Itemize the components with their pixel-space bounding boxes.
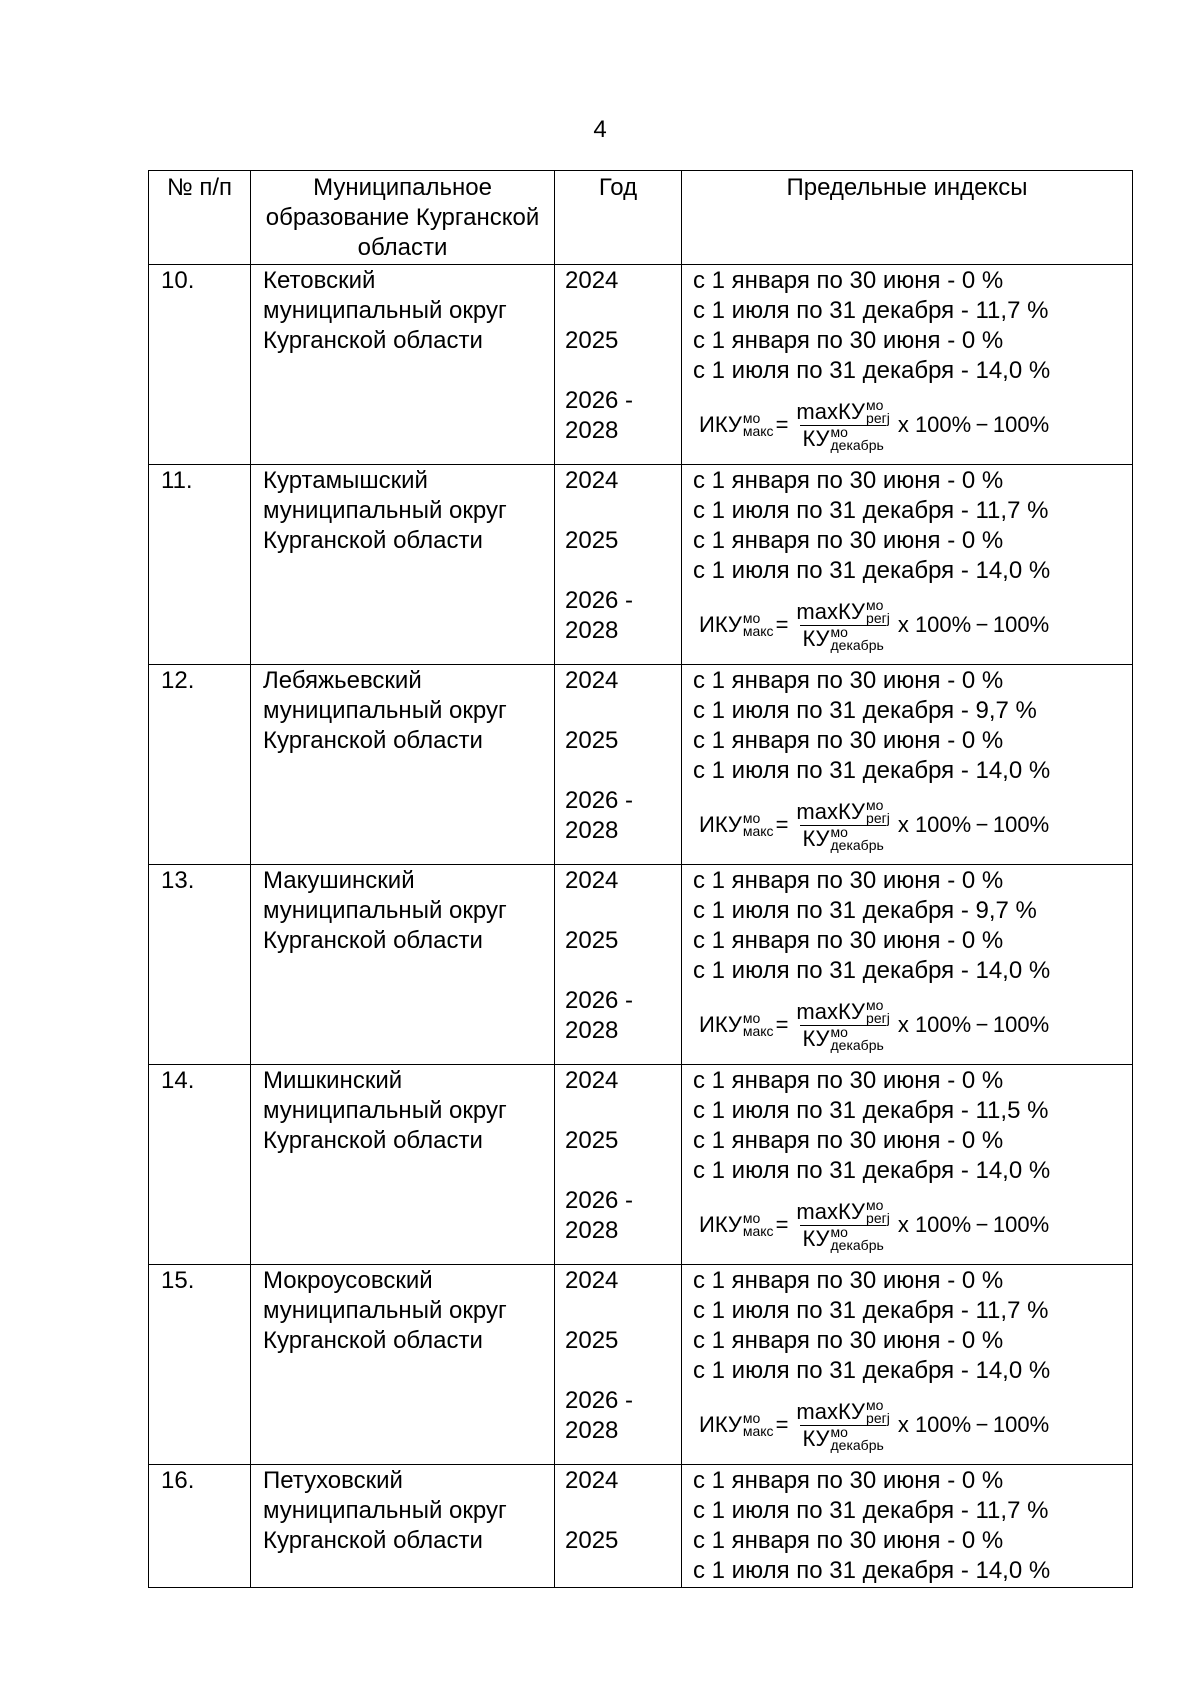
limit-index-formula: [699, 786, 1132, 864]
row-number: 11.: [149, 465, 251, 665]
table-row: [149, 1265, 1133, 1465]
index-line: с 1 июля по 31 декабря - 14,0 %: [693, 1357, 1051, 1384]
row-years: [555, 1065, 682, 1265]
year-label: 2028: [565, 1417, 619, 1444]
year-label: [565, 896, 681, 926]
row-number: 14.: [149, 1065, 251, 1265]
year-label: 2028: [565, 1017, 619, 1044]
formula-equals: =: [775, 1012, 789, 1037]
year-label: [565, 696, 681, 726]
index-line: с 1 июля по 31 декабря - 11,7 %: [693, 1297, 1049, 1324]
row-municipality: Лебяжьевский муниципальный округ Курганской области: [251, 665, 555, 865]
index-line: с 1 января по 30 июня - 0 %: [693, 1127, 1004, 1154]
table-header-row: [149, 171, 1133, 265]
formula-numerator: maxКУ мо регj: [796, 396, 890, 426]
table-row: [149, 465, 1133, 665]
row-municipality: Мишкинский муниципальный округ Курганской области: [251, 1065, 555, 1265]
year-label: 2025: [565, 1127, 619, 1154]
index-line: с 1 января по 30 июня - 0 %: [693, 1327, 1004, 1354]
year-label: 2028: [565, 1217, 619, 1244]
limit-index-formula: [699, 1386, 1132, 1464]
index-line: с 1 июля по 31 декабря - 11,7 %: [693, 497, 1049, 524]
year-label: 2026 -: [565, 587, 634, 614]
year-label: 2026 -: [565, 387, 634, 414]
limit-index-formula: [699, 386, 1132, 464]
year-label: 2025: [565, 327, 619, 354]
row-number: 12.: [149, 665, 251, 865]
formula-multiplier: x 100% − 100%: [897, 1012, 1050, 1037]
index-line: с 1 июля по 31 декабря - 14,0 %: [693, 957, 1051, 984]
year-label: 2024: [565, 667, 619, 694]
row-limit-indices: [682, 465, 1133, 665]
formula-denominator: КУ мо декабрь: [802, 423, 884, 453]
year-label: 2024: [565, 1267, 619, 1294]
row-years: [555, 665, 682, 865]
formula-denominator: КУ мо декабрь: [802, 1423, 884, 1453]
index-line: с 1 января по 30 июня - 0 %: [693, 867, 1004, 894]
formula-lhs-indices: мо макс: [742, 1410, 774, 1439]
formula-lhs-indices: мо макс: [742, 410, 774, 439]
table-row: [149, 1065, 1133, 1265]
index-line: с 1 июля по 31 декабря - 11,7 %: [693, 1497, 1049, 1524]
formula-lhs-indices: мо макс: [742, 610, 774, 639]
year-label: 2024: [565, 467, 619, 494]
formula-lhs: ИКУ: [699, 612, 742, 637]
formula-denominator: КУ мо декабрь: [802, 623, 884, 653]
year-label: 2028: [565, 617, 619, 644]
row-number: 15.: [149, 1265, 251, 1465]
row-number: 13.: [149, 865, 251, 1065]
formula-multiplier: x 100% − 100%: [897, 612, 1050, 637]
year-label: 2026 -: [565, 987, 634, 1014]
year-label: [565, 1356, 681, 1386]
row-years: [555, 465, 682, 665]
year-label: [565, 1156, 681, 1186]
year-label: 2028: [565, 817, 619, 844]
row-years: [555, 1465, 682, 1588]
formula-denominator: КУ мо декабрь: [802, 823, 884, 853]
formula-multiplier: x 100% − 100%: [897, 1412, 1050, 1437]
index-line: с 1 июля по 31 декабря - 14,0 %: [693, 1557, 1051, 1584]
index-line: с 1 июля по 31 декабря - 14,0 %: [693, 757, 1051, 784]
year-label: 2025: [565, 927, 619, 954]
row-municipality: Куртамышский муниципальный округ Курганской области: [251, 465, 555, 665]
row-municipality: Петуховский муниципальный округ Курганской области: [251, 1465, 555, 1588]
index-line: с 1 января по 30 июня - 0 %: [693, 1067, 1004, 1094]
year-label: 2026 -: [565, 1387, 634, 1414]
row-years: [555, 265, 682, 465]
year-label: 2024: [565, 267, 619, 294]
year-label: [565, 496, 681, 526]
formula-equals: =: [775, 412, 789, 437]
formula-fraction: [794, 996, 891, 1053]
year-label: [565, 756, 681, 786]
index-line: с 1 января по 30 июня - 0 %: [693, 327, 1004, 354]
formula-numerator: maxКУ мо регj: [796, 796, 890, 826]
index-line: с 1 января по 30 июня - 0 %: [693, 1527, 1004, 1554]
index-line: с 1 января по 30 июня - 0 %: [693, 1267, 1004, 1294]
limit-index-formula: [699, 586, 1132, 664]
row-municipality: Макушинский муниципальный округ Курганской области: [251, 865, 555, 1065]
formula-equals: =: [775, 812, 789, 837]
year-label: [565, 1296, 681, 1326]
year-label: 2024: [565, 1067, 619, 1094]
formula-equals: =: [775, 612, 789, 637]
year-label: 2025: [565, 727, 619, 754]
index-line: с 1 января по 30 июня - 0 %: [693, 527, 1004, 554]
index-line: с 1 января по 30 июня - 0 %: [693, 927, 1004, 954]
year-label: 2026 -: [565, 1187, 634, 1214]
index-line: с 1 января по 30 июня - 0 %: [693, 267, 1004, 294]
index-line: с 1 июля по 31 декабря - 14,0 %: [693, 557, 1051, 584]
formula-lhs: ИКУ: [699, 1412, 742, 1437]
row-number: 10.: [149, 265, 251, 465]
table-row: [149, 865, 1133, 1065]
year-label: [565, 556, 681, 586]
formula-lhs-indices: мо макс: [742, 1210, 774, 1239]
formula-numerator: maxКУ мо регj: [796, 1396, 890, 1426]
table-row: [149, 265, 1133, 465]
page-number: 4: [593, 116, 607, 143]
formula-fraction: [794, 396, 891, 453]
row-limit-indices: [682, 1265, 1133, 1465]
index-line: с 1 января по 30 июня - 0 %: [693, 1467, 1004, 1494]
formula-denominator: КУ мо декабрь: [802, 1023, 884, 1053]
limit-index-formula: [699, 986, 1132, 1064]
row-limit-indices: [682, 1065, 1133, 1265]
year-label: [565, 296, 681, 326]
formula-equals: =: [775, 1212, 789, 1237]
year-label: [565, 956, 681, 986]
formula-multiplier: x 100% − 100%: [897, 812, 1050, 837]
year-label: 2026 -: [565, 787, 634, 814]
row-number: 16.: [149, 1465, 251, 1588]
year-label: [565, 1096, 681, 1126]
index-line: с 1 июля по 31 декабря - 14,0 %: [693, 357, 1051, 384]
formula-multiplier: x 100% − 100%: [897, 412, 1050, 437]
formula-lhs: ИКУ: [699, 1012, 742, 1037]
formula-fraction: [794, 1196, 891, 1253]
header-municipality: Муниципальное образование Курганской области: [251, 171, 555, 265]
formula-lhs: ИКУ: [699, 1212, 742, 1237]
year-label: [565, 1496, 681, 1526]
index-line: с 1 января по 30 июня - 0 %: [693, 667, 1004, 694]
table-row: [149, 665, 1133, 865]
year-label: 2025: [565, 1327, 619, 1354]
formula-lhs-indices: мо макс: [742, 1010, 774, 1039]
limit-index-formula: [699, 1186, 1132, 1264]
formula-numerator: maxКУ мо регj: [796, 1196, 890, 1226]
row-municipality: Мокроусовский муниципальный округ Курганской области: [251, 1265, 555, 1465]
limit-indices-table: [148, 170, 1133, 1588]
formula-multiplier: x 100% − 100%: [897, 1212, 1050, 1237]
row-limit-indices: [682, 265, 1133, 465]
table-body: [149, 265, 1133, 1588]
table-row: [149, 1465, 1133, 1588]
formula-fraction: [794, 596, 891, 653]
index-line: с 1 июля по 31 декабря - 11,5 %: [693, 1097, 1049, 1124]
row-limit-indices: [682, 665, 1133, 865]
formula-lhs-indices: мо макс: [742, 810, 774, 839]
row-years: [555, 865, 682, 1065]
index-line: с 1 июля по 31 декабря - 9,7 %: [693, 897, 1037, 924]
formula-equals: =: [775, 1412, 789, 1437]
row-limit-indices: [682, 865, 1133, 1065]
index-line: с 1 января по 30 июня - 0 %: [693, 467, 1004, 494]
index-line: с 1 июля по 31 декабря - 14,0 %: [693, 1157, 1051, 1184]
row-municipality: Кетовский муниципальный округ Курганской области: [251, 265, 555, 465]
row-limit-indices: [682, 1465, 1133, 1588]
year-label: [565, 356, 681, 386]
year-label: 2025: [565, 1527, 619, 1554]
index-line: с 1 июля по 31 декабря - 9,7 %: [693, 697, 1037, 724]
index-line: с 1 января по 30 июня - 0 %: [693, 727, 1004, 754]
header-limit-indices: Предельные индексы: [682, 171, 1133, 265]
year-label: 2025: [565, 527, 619, 554]
row-years: [555, 1265, 682, 1465]
formula-fraction: [794, 796, 891, 853]
year-label: 2028: [565, 417, 619, 444]
formula-numerator: maxКУ мо регj: [796, 596, 890, 626]
formula-denominator: КУ мо декабрь: [802, 1223, 884, 1253]
formula-lhs: ИКУ: [699, 412, 742, 437]
formula-lhs: ИКУ: [699, 812, 742, 837]
year-label: 2024: [565, 867, 619, 894]
index-line: с 1 июля по 31 декабря - 11,7 %: [693, 297, 1049, 324]
year-label: 2024: [565, 1467, 619, 1494]
header-year: Год: [555, 171, 682, 265]
formula-numerator: maxКУ мо регj: [796, 996, 890, 1026]
year-label: [565, 1556, 681, 1586]
formula-fraction: [794, 1396, 891, 1453]
header-number: № п/п: [149, 171, 251, 265]
